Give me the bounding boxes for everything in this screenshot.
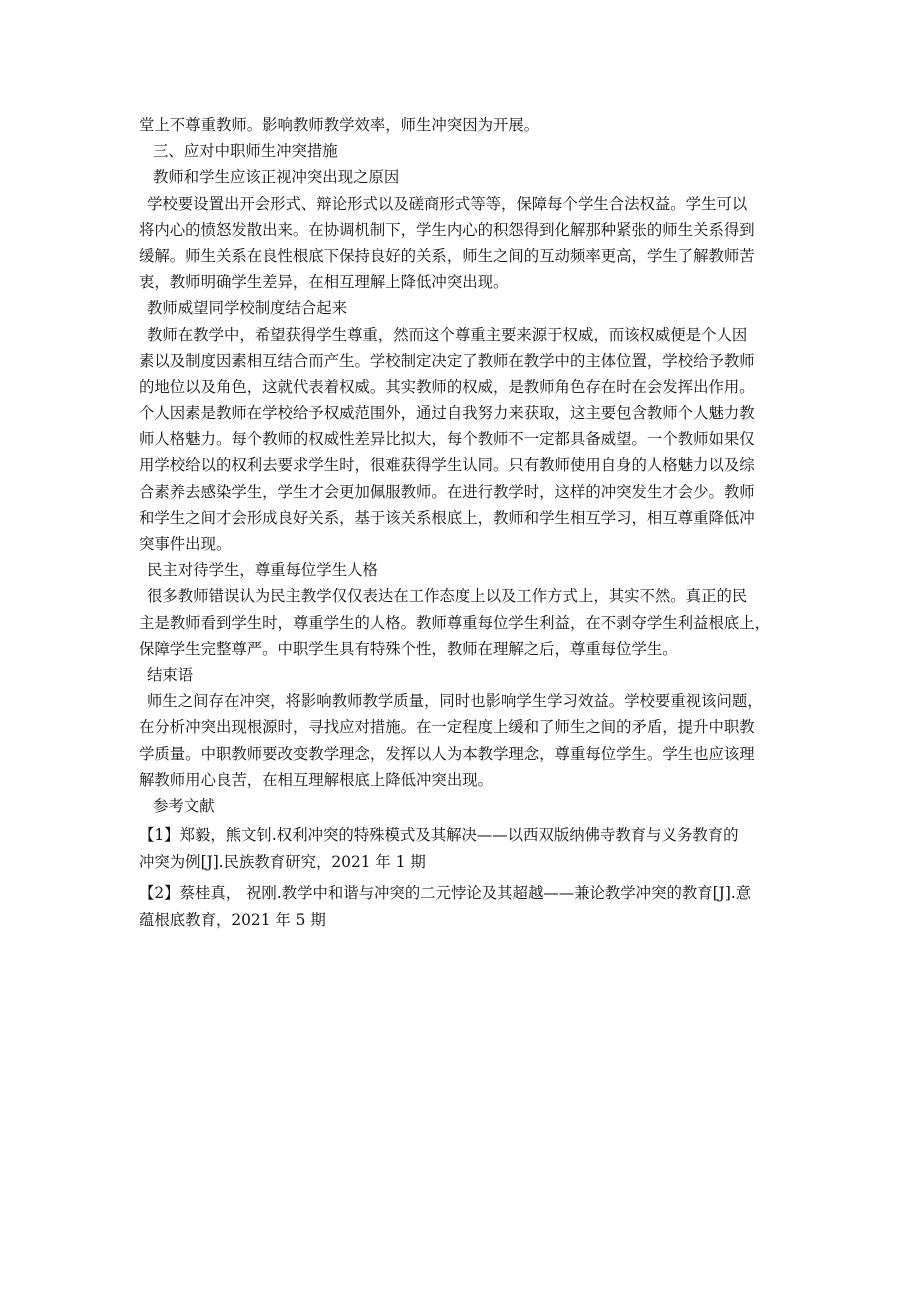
subsection-heading — [139, 557, 794, 583]
text-line: 衷，教师明确学生差异，在相互理解上降低冲突出现。 — [139, 273, 509, 292]
subsection-heading-text: 民主对待学生，尊重每位学生人格 — [147, 561, 378, 580]
section-heading — [139, 138, 794, 164]
text-line: 蕴根底教育，2021 年 5 期 — [139, 911, 326, 930]
references-heading-text: 参考文献 — [153, 796, 215, 815]
text-line: 【2】蔡桂真， 祝刚.教学中和谐与冲突的二元悖论及其超越——兼论教学冲突的教育[J].意 — [139, 883, 752, 902]
text-line: 师人格魅力。每个教师的权威性差异比拟大，每个教师不一定都具备威望。一个教师如果仅 — [139, 430, 755, 449]
document-body — [139, 112, 794, 935]
reference-item — [139, 880, 794, 935]
text-line: 学质量。中职教师要改变教学理念，发挥以人为本教学理念，尊重每位学生。学生也应该理 — [139, 744, 755, 763]
reference-item — [139, 822, 794, 877]
paragraph-continuation — [139, 112, 794, 138]
subsection-heading-text: 教师威望同学校制度结合起来 — [147, 299, 348, 318]
section-heading — [139, 662, 794, 688]
references-heading — [139, 793, 794, 819]
paragraph — [139, 191, 794, 296]
text-line: 素以及制度因素相互结合而产生。学校制定决定了教师在教学中的主体位置，学校给予教师 — [139, 351, 755, 370]
text-line: 很多教师错误认为民主教学仅仅表达在工作态度上以及工作方式上，其实不然。真正的民 — [147, 587, 748, 606]
text-line: 堂上不尊重教师。影响教师教学效率，师生冲突因为开展。 — [139, 116, 540, 134]
text-line: 突事件出现。 — [139, 535, 232, 553]
subsection-heading — [139, 164, 794, 190]
text-line: 解教师用心良苦，在相互理解根底上降低冲突出现。 — [139, 770, 493, 789]
text-line: 保障学生完整尊严。中职学生具有特殊个性，教师在理解之后，尊重每位学生。 — [139, 639, 678, 658]
text-line: 【1】郑毅，熊文钊.权利冲突的特殊模式及其解决——以西双版纳佛寺教育与义务教育的 — [139, 826, 739, 845]
paragraph — [139, 583, 794, 662]
section-heading-text: 结束语 — [147, 665, 194, 684]
text-line: 合素养去感染学生，学生才会更加佩服教师。在进行教学时，这样的冲突发生才会少。教师 — [139, 482, 755, 501]
text-line: 用学校给以的权利去要求学生时，很难获得学生认同。只有教师使用自身的人格魅力以及综 — [139, 456, 755, 475]
text-line: 缓解。师生关系在良性根底下保持良好的关系，师生之间的互动频率更高，学生了解教师苦 — [139, 246, 755, 265]
text-line: 将内心的愤怒发散出来。在协调机制下，学生内心的积怨得到化解那种紧张的师生关系得到 — [139, 220, 755, 239]
text-line: 教师在教学中，希望获得学生尊重，然而这个尊重主要来源于权威，而该权威便是个人因 — [147, 325, 748, 344]
text-line: 个人因素是教师在学校给予权威范围外，通过自我努力来获取，这主要包含教师个人魅力教 — [139, 404, 755, 423]
text-line: 的地位以及角色，这就代表着权威。其实教师的权威，是教师角色存在时在会发挥出作用。 — [139, 377, 755, 396]
text-line: 在分析冲突出现根源时，寻找应对措施。在一定程度上缓和了师生之间的矛盾，提升中职教 — [139, 718, 755, 737]
section-heading-text: 三、应对中职师生冲突措施 — [153, 142, 338, 161]
text-line: 师生之间存在冲突，将影响教师教学质量，同时也影响学生学习效益。学校要重视该问题， — [147, 692, 763, 711]
text-line: 和学生之间才会形成良好关系，基于该关系根底上，教师和学生相互学习，相互尊重降低冲 — [139, 508, 755, 527]
paragraph — [139, 688, 794, 793]
text-line: 主是教师看到学生时，尊重学生的人格。教师尊重每位学生利益，在不剥夺学生利益根底上， — [139, 613, 771, 632]
text-line: 冲突为例[J].民族教育研究，2021 年 1 期 — [139, 853, 426, 872]
text-line: 学校要设置出开会形式、辩论形式以及磋商形式等等，保障每个学生合法权益。学生可以 — [147, 194, 748, 213]
paragraph — [139, 322, 794, 558]
subsection-heading-text: 教师和学生应该正视冲突出现之原因 — [153, 168, 400, 187]
subsection-heading — [139, 295, 794, 321]
